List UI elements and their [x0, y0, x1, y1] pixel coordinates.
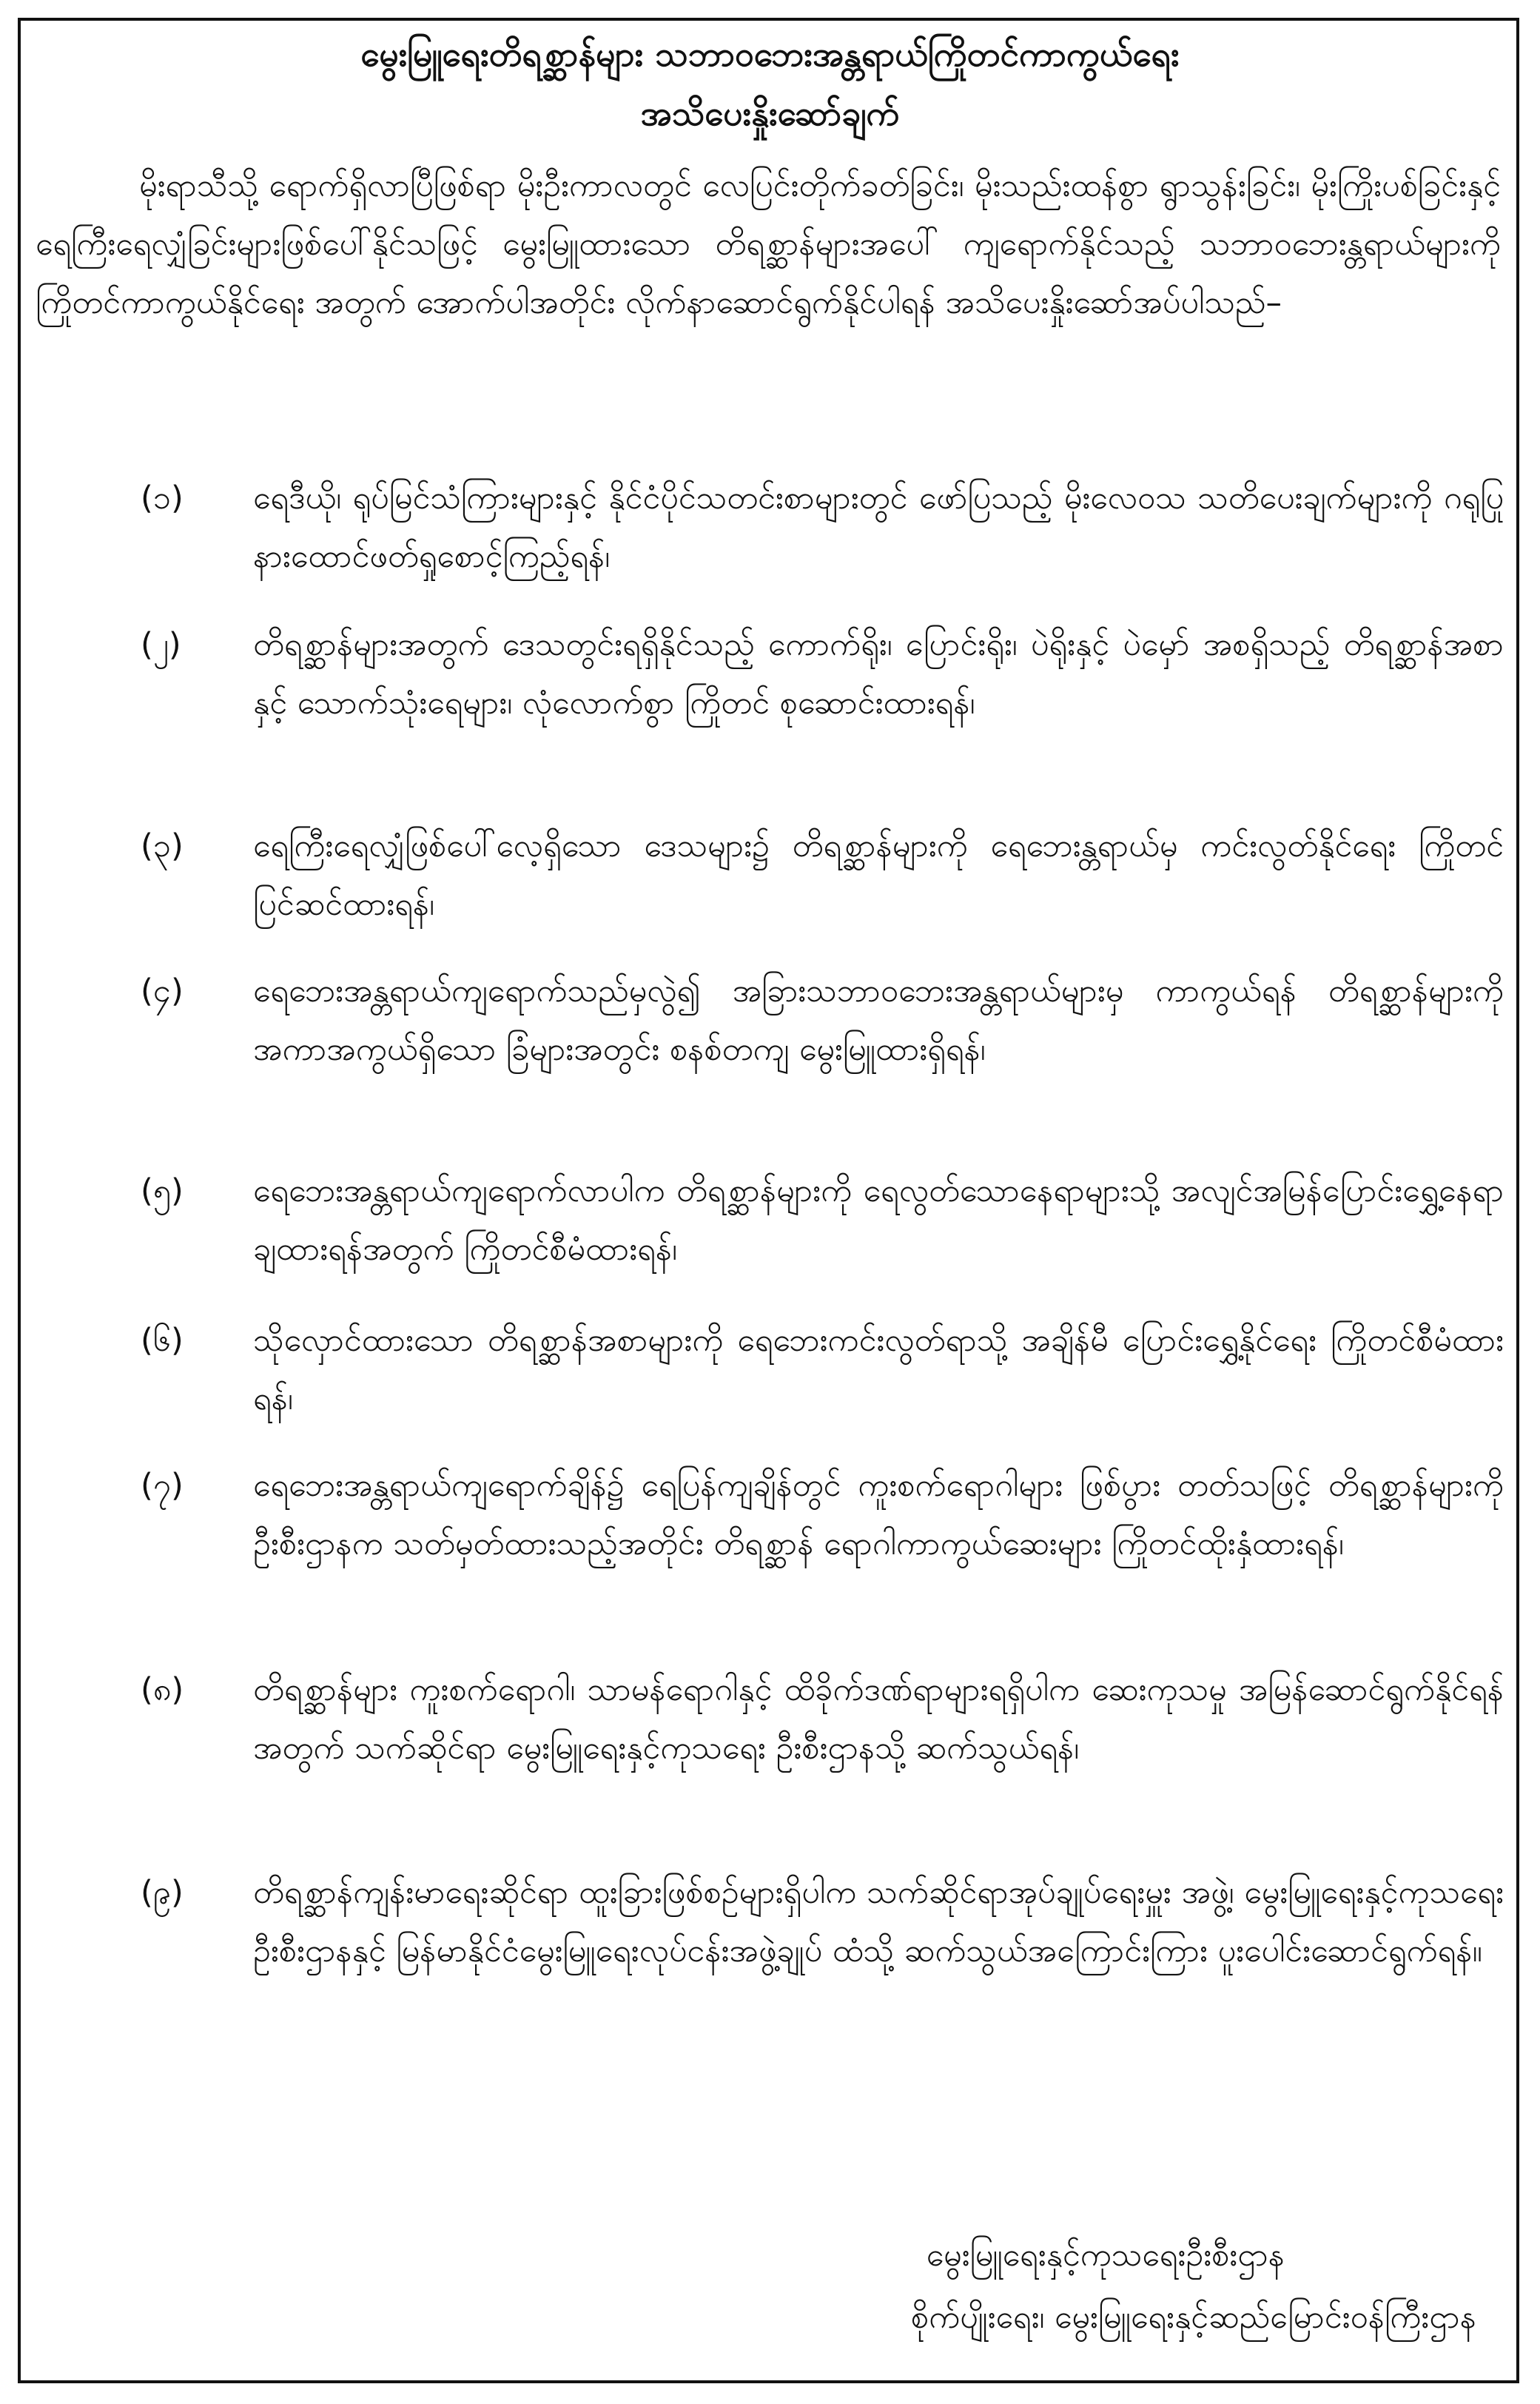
list-item-text: တိရစ္ဆာန်များ ကူးစက်ရောဂါ၊ သာမန်ရောဂါနှင့် ထိခိုက်ဒဏ်ရာများရရှိပါက ဆေးကုသမှု အမြန်ဆောင်ရွက်နိုင်ရန်အတွက် သက်ဆိုင်ရာ မွေးမြူရေးနှင့်ကုသရေး ဦးစီးဌာနသို့ ဆက်သွယ်ရန်၊	[253, 1671, 1504, 1767]
list-item-text: ရေကြီးရေလျှံဖြစ်ပေါ်လေ့ရှိသော ဒေသများ၌ တိရစ္ဆာန်များကို ရေဘေးန္တရာယ်မှ ကင်းလွတ်နိုင်ရေး ကြိုတင်ပြင်ဆင်ထားရန်၊	[253, 827, 1504, 923]
signature-department: မွေးမြူရေးနှင့်ကုသရေးဦးစီးဌာန	[926, 2237, 1285, 2274]
list-item-number: (၁)	[141, 480, 184, 517]
list-item-number: (၃)	[141, 827, 184, 864]
list-item-number: (၈)	[141, 1671, 184, 1708]
document-subtitle: အသိပေးနှိုးဆော်ချက်	[640, 93, 900, 133]
list-item-text: သိုလှောင်ထားသော တိရစ္ဆာန်အစာများကို ရေဘေးကင်းလွတ်ရာသို့ အချိန်မီ ပြောင်းရွှေ့နိုင်ရေး ကြိုတင်စီမံထားရန်၊	[253, 1322, 1504, 1417]
signature-ministry: စိုက်ပျိုးရေး၊ မွေးမြူရေးနှင့်ဆည်မြောင်းဝန်ကြီးဌာန	[910, 2299, 1476, 2336]
list-item-number: (၉)	[141, 1874, 184, 1911]
list-item-number: (၆)	[141, 1322, 184, 1359]
list-item-number: (၂)	[141, 626, 181, 663]
list-item-text: တိရစ္ဆာန်ကျန်းမာရေးဆိုင်ရာ ထူးခြားဖြစ်စဉ်များရှိပါက သက်ဆိုင်ရာအုပ်ချုပ်ရေးမှူး အဖွဲ့၊ မွေးမြူရေးနှင့်ကုသရေးဦးစီးဌာနနှင့် မြန်မာနိုင်ငံမွေးမြူရေးလုပ်ငန်းအဖွဲ့ချုပ် ထံသို့ ဆက်သွယ်အကြောင်းကြား ပူးပေါင်းဆောင်ရွက်ရန်။	[253, 1874, 1504, 1970]
document-title: မွေးမြူရေးတိရစ္ဆာန်များ သဘာဝဘေးအန္တရာယ်ကြိုတင်ကာကွယ်ရေး	[360, 34, 1180, 74]
list-item-text: ရေဘေးအန္တရာယ်ကျရောက်သည်မှလွဲ၍ အခြားသဘာဝဘေးအန္တရာယ်များမှ ကာကွယ်ရန် တိရစ္ဆာန်များကို အကာအကွယ်ရှိသော ခြံများအတွင်း စနစ်တကျ မွေးမြူထားရှိရန်၊	[253, 973, 1504, 1068]
list-item-text: ရေဒီယို၊ ရုပ်မြင်သံကြားများနှင့် နိုင်ငံပိုင်သတင်းစာများတွင် ဖော်ပြသည့် မိုးလေဝသ သတိပေးချက်များကို ဂရုပြုနားထောင်ဖတ်ရှုစောင့်ကြည့်ရန်၊	[253, 480, 1504, 575]
list-item-text: ရေဘေးအန္တရာယ်ကျရောက်လာပါက တိရစ္ဆာန်များကို ရေလွတ်သောနေရာများသို့ အလျင်အမြန်ပြောင်းရွှေ့နေရာချထားရန်အတွက် ကြိုတင်စီမံထားရန်၊	[253, 1172, 1504, 1268]
list-item-number: (၇)	[141, 1467, 184, 1504]
list-item-text: တိရစ္ဆာန်များအတွက် ဒေသတွင်းရရှိနိုင်သည့် ကောက်ရိုး၊ ပြောင်းရိုး၊ ပဲရိုးနှင့် ပဲမှော် အစရှိသည့် တိရစ္ဆာန်အစာနှင့် သောက်သုံးရေများ၊ လုံလောက်စွာ ကြိုတင် စုဆောင်းထားရန်၊	[253, 626, 1504, 722]
intro-paragraph: မိုးရာသီသို့ ရောက်ရှိလာပြီဖြစ်ရာ မိုးဦးကာလတွင် လေပြင်းတိုက်ခတ်ခြင်း၊ မိုးသည်းထန်စွာ ရွာသွန်းခြင်း၊ မိုးကြိုးပစ်ခြင်းနှင့် ရေကြီးရေလျှံခြင်းများဖြစ်ပေါ်နိုင်သဖြင့် မွေးမြူထားသော တိရစ္ဆာန်များအပေါ် ကျရောက်နိုင်သည့် သဘာဝဘေးန္တရာယ်များကို ကြိုတင်ကာကွယ်နိုင်ရေး အတွက် အောက်ပါအတိုင်း လိုက်နာဆောင်ရွက်နိုင်ပါရန် အသိပေးနှိုးဆော်အပ်ပါသည်–	[36, 167, 1501, 321]
list-item-text: ရေဘေးအန္တရာယ်ကျရောက်ချိန်၌ ရေပြန်ကျချိန်တွင် ကူးစက်ရောဂါများ ဖြစ်ပွား တတ်သဖြင့် တိရစ္ဆာန်များကို ဦးစီးဌာနက သတ်မှတ်ထားသည့်အတိုင်း တိရစ္ဆာန် ရောဂါကာကွယ်ဆေးများ ကြိုတင်ထိုးနှံထားရန်၊	[253, 1467, 1504, 1562]
list-item-number: (၅)	[141, 1172, 184, 1209]
list-item-number: (၄)	[141, 973, 184, 1010]
